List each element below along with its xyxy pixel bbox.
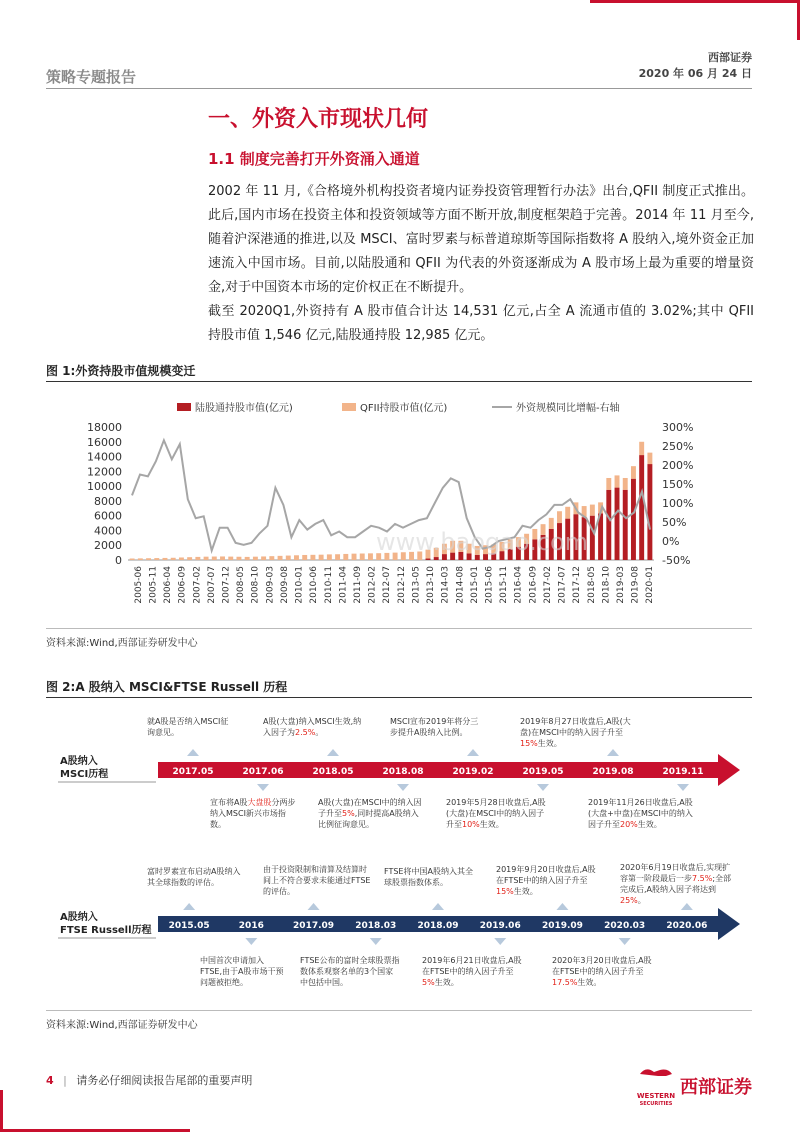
bar-hk-connect [631, 479, 636, 560]
ftse-note-above-2: 由于投资限制和清算及结算时间上不符合要求未能通过FTSE的评估。 [263, 865, 371, 896]
x-tick-label: 2007-12 [221, 566, 232, 604]
bar-qfii [228, 557, 233, 560]
msci-note-above-2: A股(大盘)纳入MSCI生效,纳入因子为2.5%。 [263, 717, 362, 737]
bull-icon [636, 1064, 676, 1088]
bar-qfii [606, 478, 611, 490]
msci-note-below-4: 2019年11月26日收盘后,A股(大盘+中盘)在MSCI中的纳入因子升至20%生效。 [588, 798, 693, 829]
msci-connector [257, 784, 269, 791]
bar-qfii [138, 558, 143, 560]
bar-qfii [261, 556, 266, 560]
x-tick-label: 2016-09 [528, 566, 539, 604]
msci-date-label: 2019.02 [452, 767, 494, 777]
ftse-date-label: 2015.05 [168, 921, 210, 931]
footer-text: 请务必仔细阅读报告尾部的重要声明 [76, 1074, 253, 1087]
ftse-note-above-4: 2019年9月20日收盘后,A股在FTSE中的纳入因子升至15%生效。 [496, 865, 596, 896]
ftse-note-below-4: 2020年3月20日收盘后,A股在FTSE中的纳入因子升至17.5%生效。 [552, 956, 652, 987]
x-tick-label: 2009-08 [279, 566, 290, 604]
x-tick-label: 2008-10 [250, 566, 261, 604]
x-tick-label: 2013-10 [426, 566, 437, 604]
bar-qfii [236, 557, 241, 560]
logo-en-line2: SECURITIES [639, 1101, 673, 1107]
bar-qfii [253, 557, 258, 560]
logo-en-line1: WESTERN [636, 1092, 676, 1100]
bar-qfii [286, 556, 291, 560]
x-tick-label: 2017-12 [572, 566, 583, 604]
ftse-note-above-1: 富时罗素宣布启动A股纳入其全球指数的评估。 [147, 867, 241, 887]
ftse-note-below-1: 中国首次申请加入FTSE,由于A股市场干预问题被拒绝。 [200, 956, 284, 987]
x-tick-label: 2010-11 [323, 566, 334, 604]
bar-qfii [590, 505, 595, 516]
report-date: 2020 年 06 月 24 日 [638, 67, 752, 80]
x-tick-label: 2005-11 [148, 566, 159, 604]
watermark: www.baogao.com [376, 528, 589, 556]
y-right-tick-label: 250% [662, 440, 694, 453]
msci-date-label: 2017.05 [172, 767, 214, 777]
x-tick-label: 2013-05 [411, 566, 422, 604]
bar-qfii [623, 478, 628, 490]
bar-qfii [343, 554, 348, 560]
msci-connector [537, 784, 549, 791]
ftse-date-label: 2019.06 [479, 921, 521, 931]
bar-hk-connect [426, 559, 431, 560]
figure1-source: 资料来源:Wind,西部证券研发中心 [46, 638, 198, 649]
bar-qfii [154, 558, 159, 560]
bar-qfii [146, 558, 151, 560]
msci-date-label: 2019.11 [662, 767, 704, 777]
x-tick-label: 2007-02 [192, 566, 203, 604]
msci-label-line1: A股纳入 [60, 756, 98, 767]
msci-connector [607, 749, 619, 756]
bar-qfii [212, 557, 217, 560]
bar-qfii [163, 558, 168, 560]
bar-qfii [647, 453, 652, 464]
figure1-chart [46, 390, 752, 620]
msci-connector [187, 749, 199, 756]
bar-qfii [631, 466, 636, 479]
bar-qfii [245, 557, 250, 560]
y-right-tick-label: 200% [662, 459, 694, 472]
ftse-connector [494, 938, 506, 945]
msci-connector [467, 749, 479, 756]
bar-qfii [278, 556, 283, 560]
x-tick-label: 2008-05 [236, 566, 247, 604]
body-paragraph-1: 2002 年 11 月,《合格境外机构投资者境内证券投资管理暂行办法》出台,QFII 制度正式推出。此后,国内市场在投资主体和投资领域等方面不断开放,制度框架趋于完善。2014 年 11 月至今,随着沪深港通的推进,以及 MSCI、富时罗素与标普道琼斯等国际指数将 A 股纳入,境外资金正加速流入中国市场。目前,以陆股通和 QFII 为代表的外资逐渐成为 A 股市场上最为重要的增量资金,对于中国资本市场的定价权正在不断提升。 [208, 184, 754, 295]
msci-date-label: 2019.08 [592, 767, 634, 777]
ftse-date-label: 2019.09 [541, 921, 583, 931]
logo-text: 西部证券 [680, 1077, 752, 1098]
logo-mark [636, 1064, 676, 1108]
figure1-top-rule [46, 381, 752, 382]
ftse-date-label: 2020.03 [604, 921, 646, 931]
x-tick-label: 2019-08 [630, 566, 641, 604]
report-type: 策略专题报告 [46, 68, 137, 86]
x-tick-label: 2014-03 [440, 566, 451, 604]
y-left-tick-label: 8000 [94, 494, 122, 508]
bar-hk-connect [647, 464, 652, 560]
ftse-connector [432, 903, 444, 910]
y-left-tick-label: 10000 [87, 480, 122, 494]
ftse-connector [556, 903, 568, 910]
ftse-date-label: 2016 [238, 921, 264, 931]
ftse-date-label: 2018.09 [417, 921, 459, 931]
ftse-connector [308, 903, 320, 910]
subsection-heading: 1.1 制度完善打开外资涌入通道 [208, 150, 420, 168]
bar-hk-connect [606, 490, 611, 560]
msci-label-line2: MSCI历程 [60, 769, 109, 780]
x-tick-label: 2005-06 [133, 566, 144, 604]
bar-qfii [195, 557, 200, 560]
bar-hk-connect [623, 490, 628, 560]
x-tick-label: 2014-08 [455, 566, 466, 604]
bar-hk-connect [639, 455, 644, 560]
bar-qfii [204, 557, 209, 560]
legend-swatch-hk [177, 403, 191, 411]
firm-name: 西部证券 [708, 51, 752, 64]
x-tick-label: 2012-02 [367, 566, 378, 604]
corner-accent-left [0, 1090, 3, 1132]
page-number: 4 [46, 1074, 54, 1087]
ftse-label-line2: FTSE Russell历程 [60, 925, 152, 936]
y-left-tick-label: 16000 [87, 435, 122, 449]
bar-qfii [302, 555, 307, 560]
msci-connector [397, 784, 409, 791]
x-tick-label: 2006-09 [177, 566, 188, 604]
bar-hk-connect [615, 488, 620, 560]
bar-qfii [319, 555, 324, 560]
bar-hk-connect [434, 557, 439, 560]
ftse-note-above-5: 2020年6月19日收盘后,实现扩容第一阶段最后一步7.5%;全部完成后,A股纳入因子将达到25%。 [620, 863, 732, 905]
msci-note-below-3: 2019年5月28日收盘后,A股(大盘)在MSCI中的纳入因子升至10%生效。 [446, 798, 546, 829]
msci-connector [327, 749, 339, 756]
ftse-date-label: 2018.03 [355, 921, 397, 931]
x-tick-label: 2020-01 [645, 566, 656, 604]
ftse-label-line1: A股纳入 [60, 912, 98, 923]
x-tick-label: 2017-07 [557, 566, 568, 604]
bar-qfii [171, 558, 176, 560]
x-tick-label: 2006-04 [163, 566, 174, 604]
msci-note-below-2: A股(大盘)在MSCI中的纳入因子升至5%,同时提高A股纳入比例征询意见。 [318, 798, 422, 829]
bar-hk-connect [590, 516, 595, 560]
bar-qfii [187, 557, 192, 560]
ftse-connector [619, 938, 631, 945]
header-divider [46, 88, 752, 89]
y-right-tick-label: 0% [662, 535, 680, 548]
x-tick-label: 2012-07 [382, 566, 393, 604]
bar-qfii [130, 559, 135, 560]
y-right-tick-label: 300% [662, 421, 694, 434]
bar-qfii [368, 553, 373, 560]
bar-qfii [179, 557, 184, 560]
legend-qfii: QFII持股市值(亿元) [360, 403, 448, 414]
x-tick-label: 2007-07 [206, 566, 217, 604]
y-left-tick-label: 2000 [94, 539, 122, 553]
figure2-bottom-rule [46, 1010, 752, 1011]
y-right-tick-label: 150% [662, 478, 694, 491]
corner-accent-top [590, 0, 800, 3]
y-right-tick-label: -50% [662, 554, 691, 567]
msci-date-label: 2017.06 [242, 767, 284, 777]
bar-qfii [335, 554, 340, 560]
figure2-title: 图 2:A 股纳入 MSCI&FTSE Russell 历程 [46, 680, 288, 694]
x-tick-label: 2011-09 [352, 566, 363, 604]
bar-qfii [220, 556, 225, 560]
y-left-tick-label: 18000 [87, 421, 122, 434]
x-tick-label: 2019-03 [615, 566, 626, 604]
x-tick-label: 2011-04 [338, 566, 349, 604]
ftse-connector [245, 938, 257, 945]
x-tick-label: 2015-11 [499, 566, 510, 604]
msci-date-label: 2018.08 [382, 767, 424, 777]
x-tick-label: 2012-12 [396, 566, 407, 604]
msci-note-below-1: 宣布将A股大盘股分两步纳入MSCI新兴市场指数。 [210, 798, 296, 829]
y-left-tick-label: 14000 [87, 450, 122, 464]
legend-swatch-qfii [342, 403, 356, 411]
firm-logo [636, 1064, 752, 1108]
x-tick-label: 2009-03 [265, 566, 276, 604]
bar-qfii [294, 555, 299, 560]
ftse-date-label: 2017.09 [293, 921, 335, 931]
bar-qfii [310, 555, 315, 560]
figure1-title: 图 1:外资持股市值规模变迁 [46, 364, 196, 378]
y-left-tick-label: 6000 [94, 509, 122, 523]
figure2-top-rule [46, 697, 752, 698]
bar-qfii [269, 556, 274, 560]
figure1-bottom-rule [46, 628, 752, 629]
bar-qfii [615, 475, 620, 487]
bar-qfii [327, 554, 332, 560]
y-right-tick-label: 50% [662, 516, 687, 529]
msci-date-label: 2019.05 [522, 767, 564, 777]
y-right-tick-label: 100% [662, 497, 694, 510]
x-tick-label: 2015-06 [484, 566, 495, 604]
x-tick-label: 2018-05 [586, 566, 597, 604]
legend-hk: 陆股通持股市值(亿元) [195, 403, 293, 414]
bar-qfii [352, 554, 357, 560]
y-left-tick-label: 12000 [87, 465, 122, 479]
y-left-tick-label: 0 [115, 554, 122, 567]
legend-growth: 外资规模同比增幅-右轴 [516, 403, 620, 414]
msci-date-label: 2018.05 [312, 767, 354, 777]
x-tick-label: 2016-04 [513, 566, 524, 604]
msci-note-above-4: 2019年8月27日收盘后,A股(大盘)在MSCI中的纳入因子升至15%生效。 [520, 717, 631, 748]
ftse-note-below-3: 2019年6月21日收盘后,A股在FTSE中的纳入因子升至5%生效。 [422, 956, 522, 987]
bar-qfii [360, 553, 365, 560]
x-tick-label: 2010-01 [294, 566, 305, 604]
bar-qfii [557, 511, 562, 523]
msci-note-above-1: 就A股是否纳入MSCI征询意见。 [147, 717, 229, 737]
header-meta [639, 50, 752, 82]
footer-disclaimer: 4 | 请务必仔细阅读报告尾部的重要声明 [46, 1074, 253, 1087]
x-tick-label: 2010-06 [309, 566, 320, 604]
figure2-source: 资料来源:Wind,西部证券研发中心 [46, 1020, 198, 1031]
x-tick-label: 2015-01 [469, 566, 480, 604]
msci-note-above-3: MSCI宣布2019年将分三步提升A股纳入比例。 [390, 717, 479, 737]
ftse-connector [183, 903, 195, 910]
x-tick-label: 2018-10 [601, 566, 612, 604]
x-tick-label: 2017-02 [542, 566, 553, 604]
msci-connector [677, 784, 689, 791]
bar-qfii [565, 507, 570, 519]
section-heading: 一、外资入市现状几何 [208, 107, 429, 132]
y-left-tick-label: 4000 [94, 524, 122, 538]
ftse-note-above-3: FTSE将中国A股纳入其全球股票指数体系。 [384, 867, 473, 887]
ftse-connector [370, 938, 382, 945]
ftse-note-below-2: FTSE公布的富时全球股票指数体系观察名单的3个国家中包括中国。 [300, 956, 400, 987]
bar-qfii [639, 442, 644, 455]
body-paragraph-2: 截至 2020Q1,外资持有 A 股市值合计达 14,531 亿元,占全 A 流通市值的 3.02%;其中 QFII 持股市值 1,546 亿元,陆股通持股 12,985 亿元。 [208, 304, 754, 343]
ftse-date-label: 2020.06 [666, 921, 708, 931]
